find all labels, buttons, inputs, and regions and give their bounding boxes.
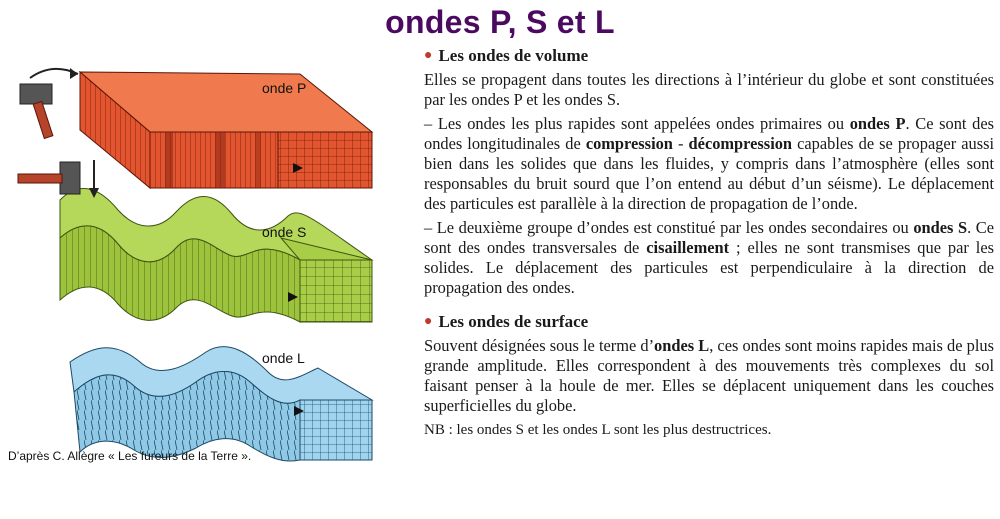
bullet-icon: ● xyxy=(424,314,433,329)
p-wave-block xyxy=(80,72,372,188)
label-onde-s: onde S xyxy=(262,224,307,240)
page-title: ondes P, S et L xyxy=(385,4,615,40)
hammer-icon xyxy=(20,68,78,138)
text-column xyxy=(424,46,994,444)
figure-caption: D’après C. Allègre « Les fureurs de la Terre ». xyxy=(8,449,252,463)
s-wave-block xyxy=(60,189,372,322)
surface-text: Souvent désignées sous le terme d’ondes L, ces ondes sont moins rapides mais de plus grande amplitude. Elles correspondent à des mouvements très complexes du sol faisant penser à la houle de mer. Elles se déplacent uniquement dans les couches superficielles du globe. xyxy=(424,336,994,415)
volume-s-waves: – Le deuxième groupe d’ondes est constitué par les ondes secondaires ou ondes S. Ce sont des ondes transversales de cisaillement ; elles ne sont transmises que par les solides. Le déplacement des particules est perpendiculaire à la direction de propagation des ondes. xyxy=(424,218,995,297)
l-wave-block xyxy=(70,347,372,461)
label-onde-l: onde L xyxy=(262,350,305,366)
l-wave-grid xyxy=(300,400,372,460)
s-wave-grid xyxy=(300,260,372,322)
volume-intro: Elles se propagent dans toutes les directions à l’intérieur du globe et sont constituées par les ondes P et les ondes S. xyxy=(424,70,994,109)
heading-volume: ● Les ondes de volume xyxy=(424,46,589,65)
volume-p-waves: – Les ondes les plus rapides sont appelées ondes primaires ou ondes P. Ce sont des ondes longitudinales de compression - décompression capables de se propager aussi bien dans les solides que dans les fluides, y compris dans l’atmosphère (elles sont responsables du bruit sourd que l’on entend au début d’un séisme). Le déplacement des particules est parallèle à la direction de propagation de l’onde. xyxy=(424,114,995,213)
label-onde-p: onde P xyxy=(262,80,307,96)
bullet-icon: ● xyxy=(424,48,433,63)
waves-illustration xyxy=(0,60,410,470)
nb-note: NB : les ondes S et les ondes L sont les plus destructrices. xyxy=(424,422,772,438)
p-wave-grid xyxy=(278,132,372,188)
heading-surface: ● Les ondes de surface xyxy=(424,312,589,331)
seismic-waves-figure xyxy=(0,60,410,470)
